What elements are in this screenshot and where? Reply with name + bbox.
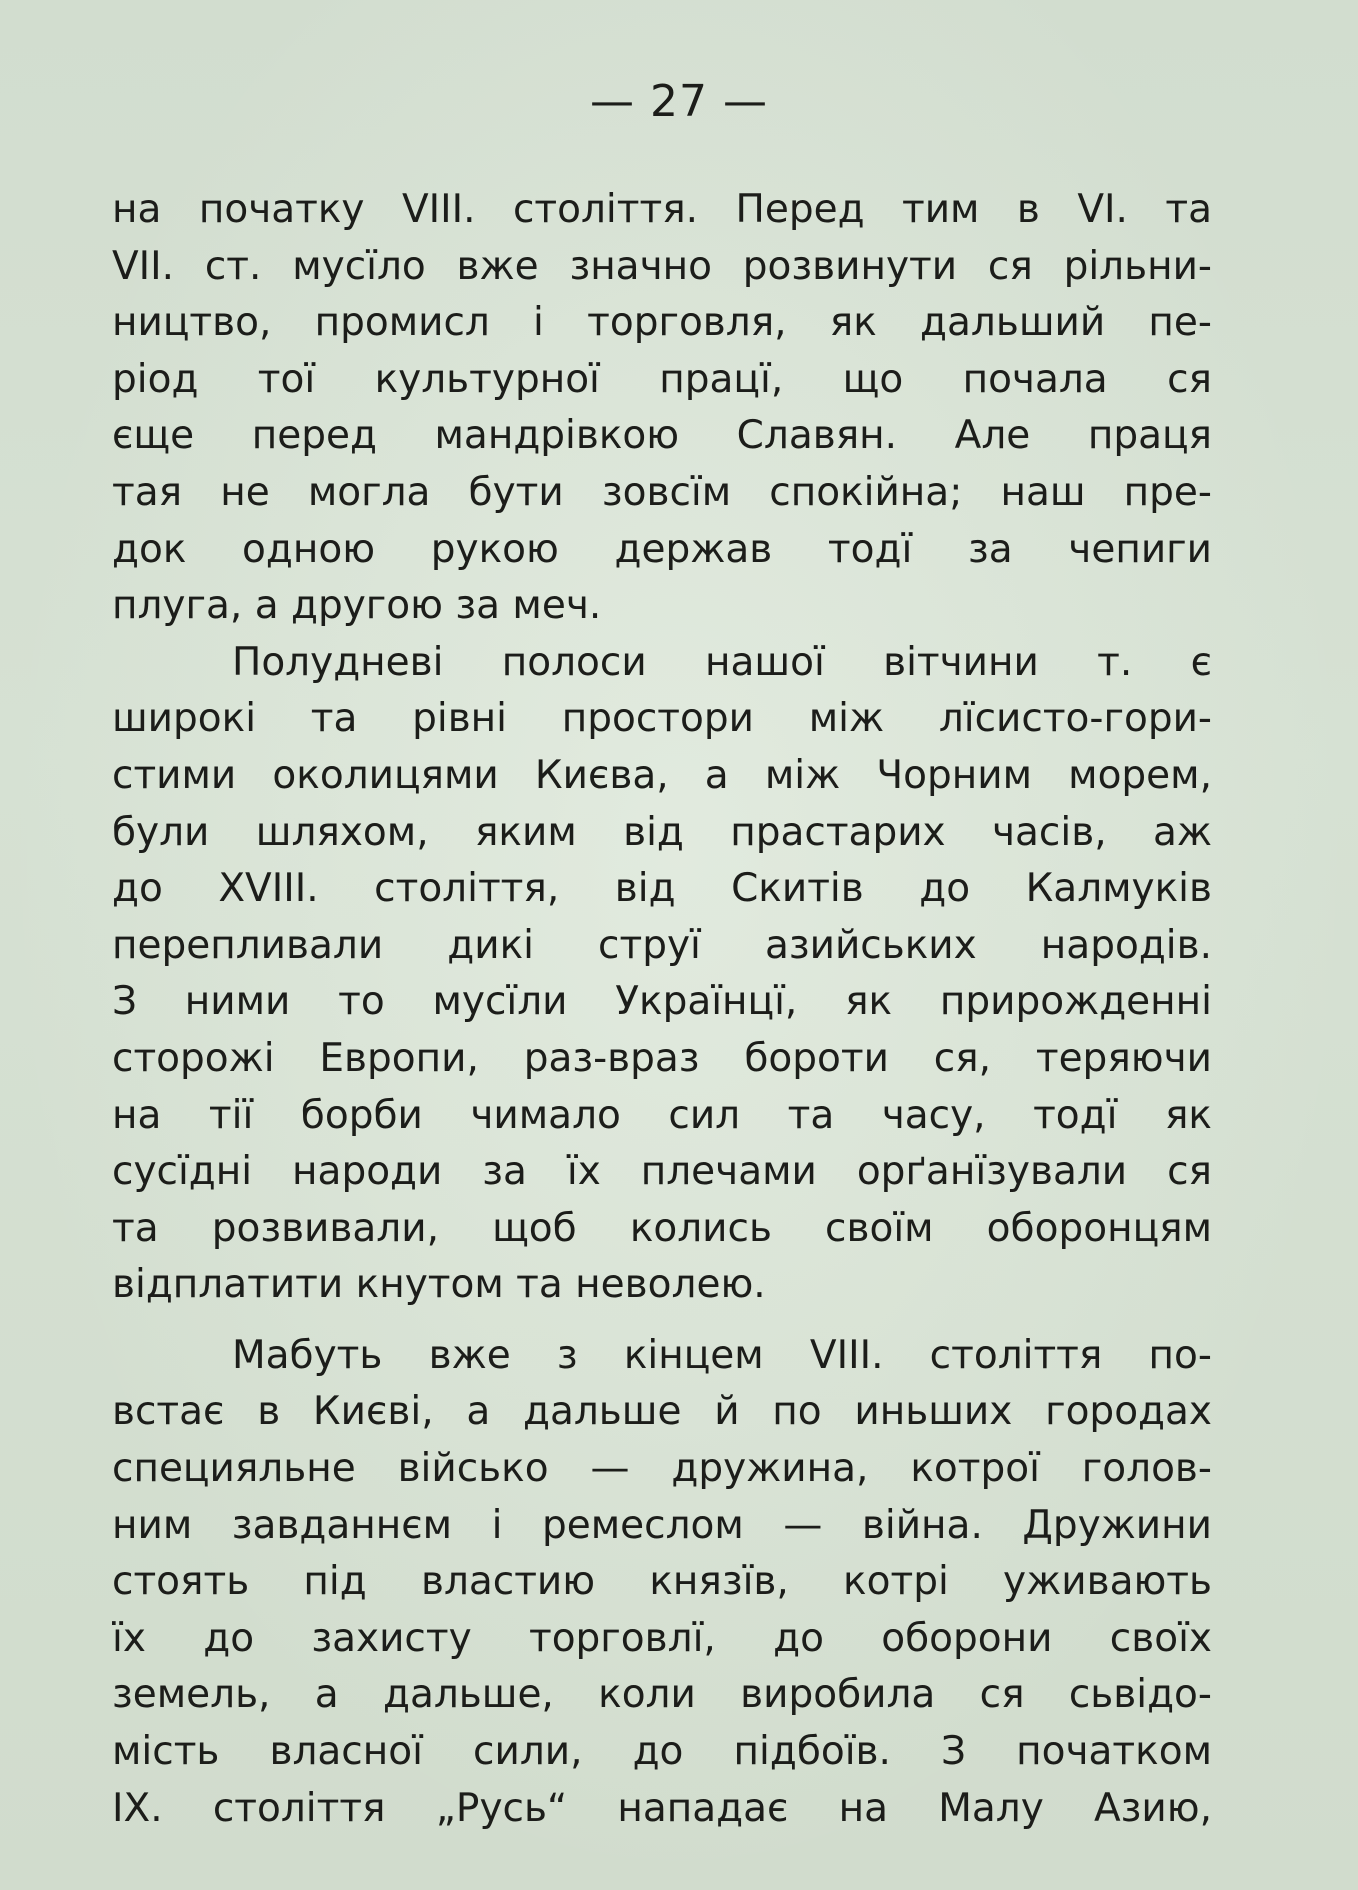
paragraph-3 bbox=[112, 1328, 1212, 1837]
text-line: відплатити кнутом та неволею. bbox=[112, 1262, 766, 1308]
text-line: З ними то мусїли Українцї, як прирожденні bbox=[112, 979, 1212, 1025]
text-line: тая не могла бути зовсїм спокійна; наш пре- bbox=[112, 469, 1212, 515]
text-line: док одною рукою держав тодї за чепиги bbox=[112, 526, 1212, 572]
text-line: їх до захисту торговлї, до оборони своїх bbox=[112, 1615, 1212, 1661]
text-line: ним завданнєм і ремеслом — війна. Дружини bbox=[112, 1502, 1212, 1548]
text-line: на тії борби чимало сил та часу, тодї як bbox=[112, 1092, 1212, 1138]
text-line: земель, а дальше, коли виробила ся сьвідо- bbox=[112, 1672, 1212, 1718]
text-line: Полудневі полоси нашої вітчини т. є bbox=[232, 639, 1212, 685]
text-line: встає в Києві, а дальше й по иньших городах bbox=[112, 1389, 1212, 1435]
text-line: ництво, промисл і торговля, як дальший пе- bbox=[112, 300, 1212, 346]
text-line: специяльне військо — дружина, котрої голов- bbox=[112, 1446, 1212, 1492]
text-line: VII. ст. мусїло вже значно розвинути ся рільни- bbox=[112, 243, 1212, 289]
text-line: сусїдні народи за їх плечами орґанїзували ся bbox=[112, 1149, 1212, 1195]
text-line: ріод тої культурної працї, що почала ся bbox=[112, 356, 1212, 402]
text-line: стими околицями Києва, а між Чорним морем, bbox=[112, 752, 1212, 798]
text-line: до XVIII. століття, від Скитів до Калмуків bbox=[112, 866, 1212, 912]
text-line: Мабуть вже з кінцем VIII. століття по- bbox=[232, 1332, 1212, 1378]
paragraph-spacer bbox=[112, 1314, 1212, 1328]
text-line: сторожі Европи, раз-враз бороти ся, теряючи bbox=[112, 1035, 1212, 1081]
body-text bbox=[112, 182, 1212, 1837]
text-line: та розвивали, щоб колись своїм оборонцям bbox=[112, 1205, 1212, 1251]
text-line: перепливали дикі струї азийських народів. bbox=[112, 922, 1212, 968]
text-line: мість власної сили, до підбоїв. З початком bbox=[112, 1729, 1212, 1775]
text-line: широкі та рівні простори між лїсисто-гори- bbox=[112, 696, 1212, 742]
text-line: єще перед мандрівкою Славян. Але праця bbox=[112, 413, 1212, 459]
text-line: плуга, а другою за меч. bbox=[112, 583, 602, 629]
paragraph-1 bbox=[112, 182, 1212, 635]
text-line: були шляхом, яким від прастарих часів, аж bbox=[112, 809, 1212, 855]
text-line: стоять під властию князїв, котрі уживають bbox=[112, 1559, 1212, 1605]
page-number: — 27 — bbox=[590, 76, 768, 127]
paragraph-2 bbox=[112, 635, 1212, 1314]
text-line: IX. століття „Русь“ нападає на Малу Азию, bbox=[112, 1785, 1212, 1831]
text-line: на початку VIII. століття. Перед тим в VI. та bbox=[112, 187, 1212, 232]
